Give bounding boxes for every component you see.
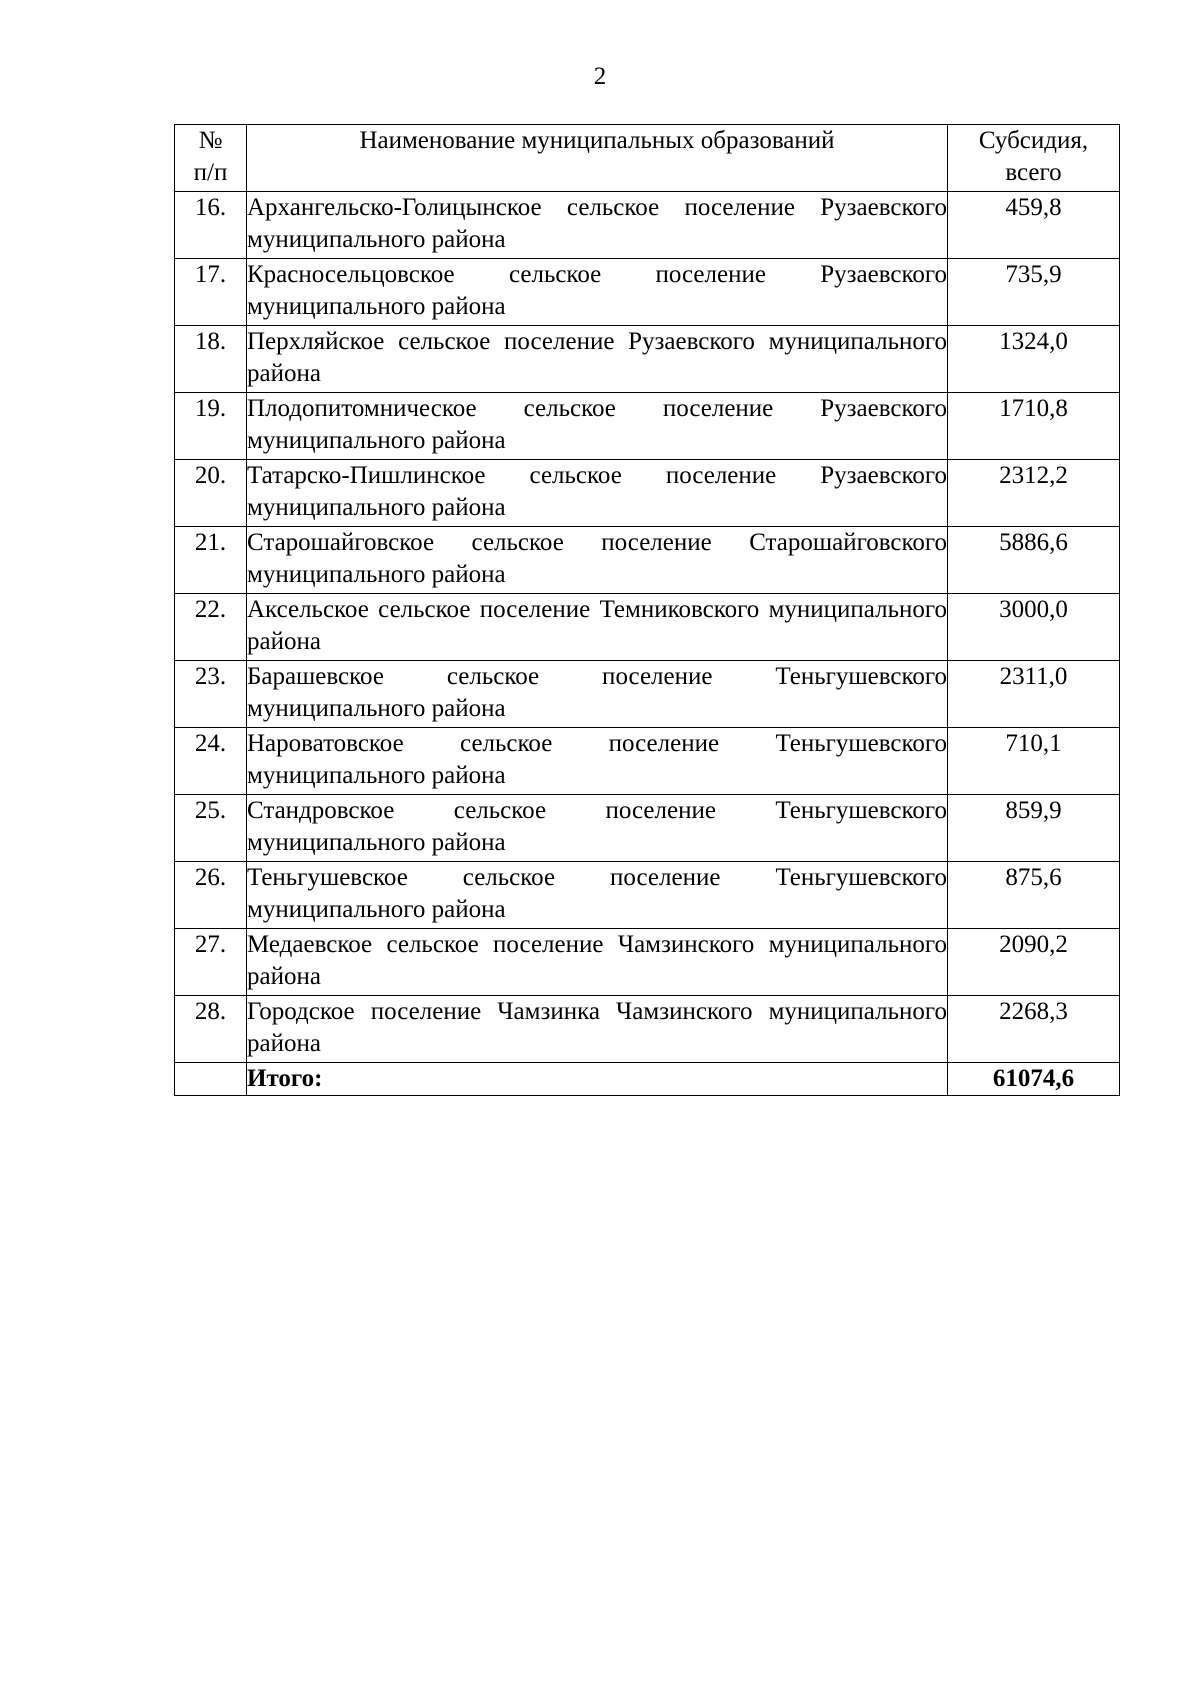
table-row [175, 795, 1120, 862]
header-name: Наименование муниципальных образований [247, 125, 948, 192]
header-subsidy-line2: всего [1005, 159, 1062, 186]
subsidy-amount: 710,1 [948, 728, 1120, 795]
municipality-name: Теньгушевское сельское поселение Теньгушевского муниципального района [247, 862, 948, 929]
total-row [175, 1063, 1120, 1096]
subsidy-amount: 5886,6 [948, 527, 1120, 594]
table-row [175, 594, 1120, 661]
table-row [175, 393, 1120, 460]
subsidy-amount: 875,6 [948, 862, 1120, 929]
page-number: 2 [593, 63, 607, 90]
municipality-name: Нароватовское сельское поселение Теньгушевского муниципального района [247, 728, 948, 795]
header-subsidy-line1: Субсидия, [978, 127, 1089, 154]
subsidy-amount: 3000,0 [948, 594, 1120, 661]
subsidy-amount: 459,8 [948, 192, 1120, 259]
table-row [175, 326, 1120, 393]
table-row [175, 728, 1120, 795]
subsidy-amount: 2268,3 [948, 996, 1120, 1063]
total-label: Итого: [247, 1063, 948, 1096]
row-number: 22. [175, 594, 247, 661]
row-number: 19. [175, 393, 247, 460]
row-number: 20. [175, 460, 247, 527]
municipality-name: Старошайговское сельское поселение Старошайговского муниципального района [247, 527, 948, 594]
table-row [175, 460, 1120, 527]
total-sum: 61074,6 [948, 1063, 1120, 1096]
header-number [175, 125, 247, 192]
subsidy-amount: 2311,0 [948, 661, 1120, 728]
municipality-name: Барашевское сельское поселение Теньгушевского муниципального района [247, 661, 948, 728]
subsidy-amount: 735,9 [948, 259, 1120, 326]
municipality-name: Архангельско-Голицынское сельское поселение Рузаевского муниципального района [247, 192, 948, 259]
header-subsidy [948, 125, 1120, 192]
row-number: 25. [175, 795, 247, 862]
table-row [175, 929, 1120, 996]
table-body [175, 192, 1120, 1063]
table-row [175, 192, 1120, 259]
subsidy-amount: 2090,2 [948, 929, 1120, 996]
subsidy-amount: 2312,2 [948, 460, 1120, 527]
municipality-name: Красносельцовское сельское поселение Рузаевского муниципального района [247, 259, 948, 326]
table-row [175, 862, 1120, 929]
table-row [175, 259, 1120, 326]
row-number: 23. [175, 661, 247, 728]
municipality-name: Медаевское сельское поселение Чамзинского муниципального района [247, 929, 948, 996]
row-number: 26. [175, 862, 247, 929]
municipality-name: Стандровское сельское поселение Теньгушевского муниципального района [247, 795, 948, 862]
subsidy-amount: 1710,8 [948, 393, 1120, 460]
header-number-line2: п/п [193, 159, 228, 186]
subsidy-table [174, 124, 1120, 1096]
row-number: 18. [175, 326, 247, 393]
subsidy-amount: 1324,0 [948, 326, 1120, 393]
municipality-name: Перхляйское сельское поселение Рузаевского муниципального района [247, 326, 948, 393]
municipality-name: Аксельское сельское поселение Темниковского муниципального района [247, 594, 948, 661]
row-number: 16. [175, 192, 247, 259]
row-number: 28. [175, 996, 247, 1063]
table-header-row [175, 125, 1120, 192]
row-number: 21. [175, 527, 247, 594]
row-number: 17. [175, 259, 247, 326]
row-number: 24. [175, 728, 247, 795]
total-number-cell [175, 1063, 247, 1096]
table-row [175, 996, 1120, 1063]
table-row [175, 527, 1120, 594]
municipality-name: Татарско-Пишлинское сельское поселение Рузаевского муниципального района [247, 460, 948, 527]
municipality-name: Плодопитомническое сельское поселение Рузаевского муниципального района [247, 393, 948, 460]
table-row [175, 661, 1120, 728]
subsidy-amount: 859,9 [948, 795, 1120, 862]
row-number: 27. [175, 929, 247, 996]
municipality-name: Городское поселение Чамзинка Чамзинского муниципального района [247, 996, 948, 1063]
header-number-line1: № [198, 127, 223, 154]
